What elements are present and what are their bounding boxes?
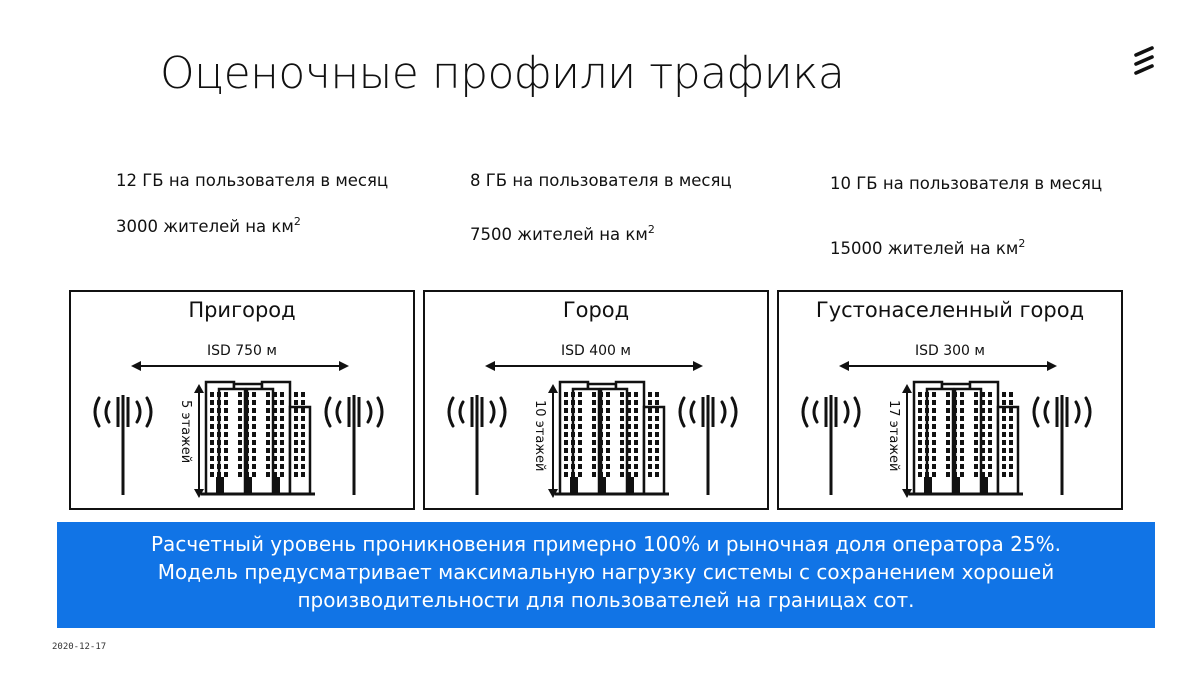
floors-label: 17 этажей	[886, 400, 901, 472]
antenna-icon	[803, 395, 859, 495]
panel-dense-city	[777, 290, 1123, 510]
traffic-suburb: 12 ГБ на пользователя в месяц	[116, 171, 389, 190]
floors-arrow-icon	[194, 384, 204, 498]
isd-arrow-icon	[131, 361, 349, 371]
panel-title: Город	[562, 298, 630, 322]
panel-suburb	[69, 290, 415, 510]
page-title: Оценочные профили трафика	[160, 48, 845, 99]
density-dense-city: 15000 жителей на $км^2$	[830, 237, 1026, 258]
building-icon	[909, 382, 1023, 494]
antenna-icon	[326, 395, 382, 495]
density-suburb: 3000 жителей на $км^2$	[116, 215, 301, 236]
isd-label: ISD 400 м	[561, 343, 631, 359]
isd-label: ISD 750 м	[207, 343, 277, 359]
banner-line: Модель предусматривает максимальную нагрузку системы с сохранением хорошей	[157, 560, 1055, 584]
floors-arrow-icon	[902, 384, 912, 498]
isd-arrow-icon	[485, 361, 703, 371]
isd-arrow-icon	[839, 361, 1057, 371]
ericsson-logo-icon	[1134, 46, 1156, 76]
banner-line: Расчетный уровень проникновения примерно 100% и рыночная доля оператора 25%.	[151, 532, 1061, 556]
floors-label: 5 этажей	[178, 400, 193, 464]
banner-line: производительности для пользователей на границах сот.	[297, 588, 915, 612]
panel-illustration	[71, 292, 417, 512]
panel-city	[423, 290, 769, 510]
building-icon	[555, 382, 669, 494]
floors-arrow-icon	[548, 384, 558, 498]
slide-date: 2020-12-17	[52, 642, 107, 652]
antenna-icon	[449, 395, 505, 495]
antenna-icon	[95, 395, 151, 495]
traffic-dense-city: 10 ГБ на пользователя в месяц	[830, 174, 1103, 193]
summary-banner	[57, 522, 1155, 628]
floors-label: 10 этажей	[532, 400, 547, 472]
isd-label: ISD 300 м	[915, 343, 985, 359]
panel-illustration	[779, 292, 1125, 512]
traffic-city: 8 ГБ на пользователя в месяц	[470, 171, 732, 190]
density-city: 7500 жителей на $км^2$	[470, 223, 655, 244]
panel-illustration	[425, 292, 771, 512]
panel-title: Пригород	[188, 298, 296, 322]
building-icon	[201, 382, 315, 494]
antenna-icon	[1034, 395, 1090, 495]
antenna-icon	[680, 395, 736, 495]
panel-title: Густонаселенный город	[815, 298, 1085, 322]
